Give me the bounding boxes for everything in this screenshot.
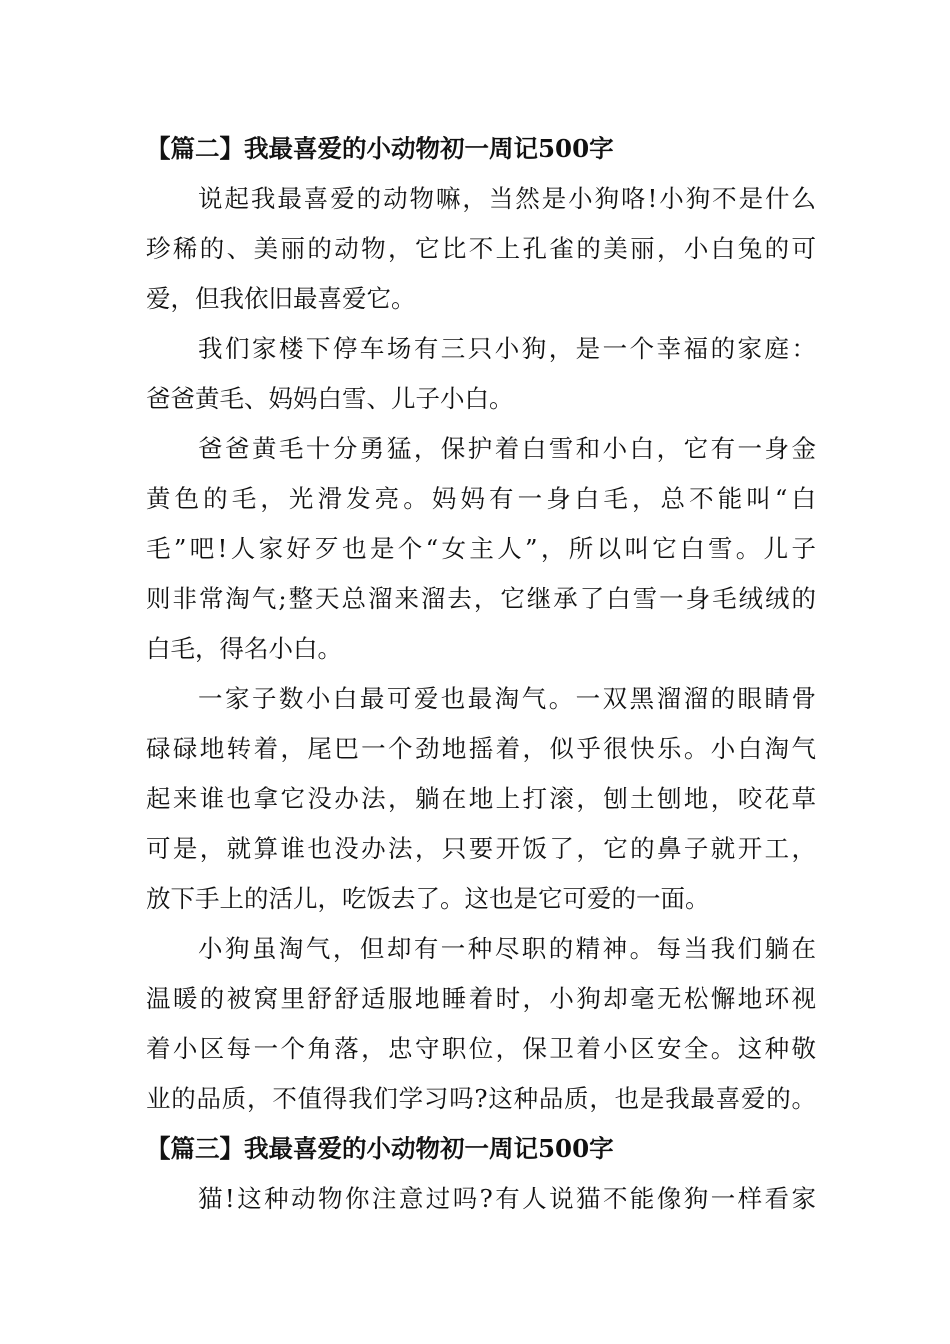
paragraph-line: 温暖的被窝里舒舒适服地睡着时，小狗却毫无松懈地环视: [146, 984, 816, 1013]
paragraph-line: 小狗虽淘气，但却有一种尽职的精神。每当我们躺在: [198, 934, 816, 963]
paragraph-line: 珍稀的、美丽的动物，它比不上孔雀的美丽，小白兔的可: [146, 234, 816, 263]
paragraph-line: 毛”吧!人家好歹也是个“女主人”，所以叫它白雪。儿子: [146, 534, 816, 563]
paragraph-line: 黄色的毛，光滑发亮。妈妈有一身白毛，总不能叫“白: [146, 484, 816, 513]
paragraph-line: 放下手上的活儿，吃饭去了。这也是它可爱的一面。: [146, 884, 710, 913]
paragraph-line: 可是，就算谁也没办法，只要开饭了，它的鼻子就开工，: [146, 834, 816, 863]
paragraph-line: 爱，但我依旧最喜爱它。: [146, 284, 416, 313]
paragraph-line: 我们家楼下停车场有三只小狗，是一个幸福的家庭：: [198, 334, 816, 363]
paragraph-line: 爸爸黄毛、妈妈白雪、儿子小白。: [146, 384, 514, 413]
paragraph-line: 爸爸黄毛十分勇猛，保护着白雪和小白，它有一身金: [198, 434, 816, 463]
paragraph-line: 起来谁也拿它没办法，躺在地上打滚，刨土刨地，咬花草: [146, 784, 816, 813]
paragraph-line: 则非常淘气;整天总溜来溜去，它继承了白雪一身毛绒绒的: [146, 584, 816, 613]
paragraph-line: 着小区每一个角落，忠守职位，保卫着小区安全。这种敬: [146, 1034, 816, 1063]
paragraph-line: 一家子数小白最可爱也最淘气。一双黑溜溜的眼睛骨: [198, 684, 816, 713]
paragraph-line: 白毛，得名小白。: [146, 634, 342, 663]
paragraph-line: 碌碌地转着，尾巴一个劲地摇着，似乎很快乐。小白淘气: [146, 734, 816, 763]
paragraph-line: 业的品质，不值得我们学习吗?这种品质，也是我最喜爱的。: [146, 1084, 816, 1113]
section-heading: 【篇三】我最喜爱的小动物初一周记500字: [146, 1134, 614, 1163]
section-heading: 【篇二】我最喜爱的小动物初一周记500字: [146, 134, 614, 163]
paragraph-line: 猫!这种动物你注意过吗?有人说猫不能像狗一样看家: [198, 1184, 816, 1213]
paragraph-line: 说起我最喜爱的动物嘛，当然是小狗咯!小狗不是什么: [198, 184, 816, 213]
